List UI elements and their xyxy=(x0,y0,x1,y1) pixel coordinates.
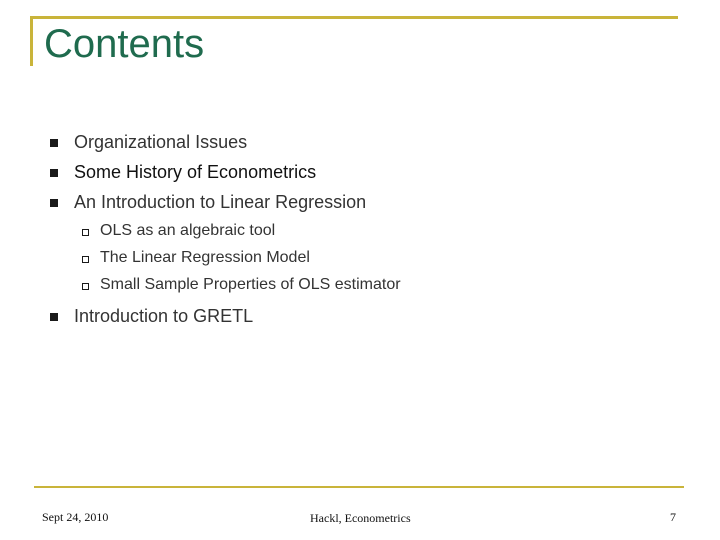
footer-author: Hackl, Econometrics xyxy=(310,511,411,525)
filled-square-icon xyxy=(50,139,58,147)
filled-square-icon xyxy=(50,199,58,207)
slide-title: Contents xyxy=(44,22,205,66)
list-item: An Introduction to Linear Regression xyxy=(74,192,367,212)
sub-list-item: Small Sample Properties of OLS estimator xyxy=(100,276,401,293)
filled-square-icon xyxy=(50,169,58,177)
hollow-square-icon xyxy=(82,229,89,236)
page-number: 7 xyxy=(670,510,676,524)
hollow-square-icon xyxy=(82,256,89,263)
list-item: Introduction to GRETL xyxy=(74,306,254,326)
list-item: Organizational Issues xyxy=(74,132,248,152)
footer-rule xyxy=(34,486,684,488)
hollow-square-icon xyxy=(82,283,89,290)
footer-date: Sept 24, 2010 xyxy=(42,510,109,524)
filled-square-icon xyxy=(50,313,58,321)
sub-list-item: OLS as an algebraic tool xyxy=(100,222,276,239)
list-item: Some History of Econometrics xyxy=(74,162,317,182)
sub-list-item: The Linear Regression Model xyxy=(100,249,310,266)
